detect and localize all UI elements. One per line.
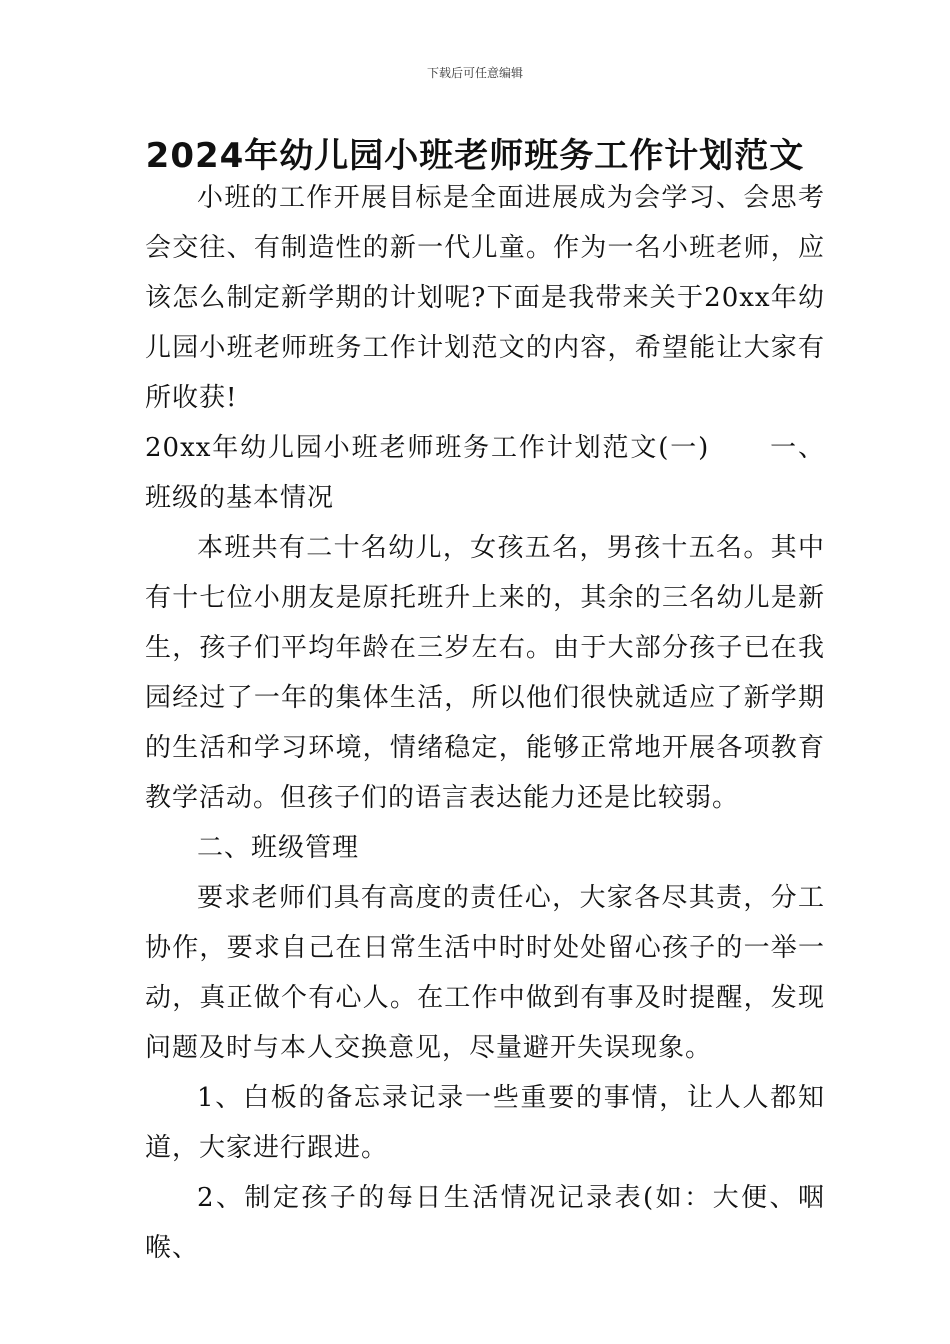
subtitle-text: 20xx年幼儿园小班老师班务工作计划范文(一)	[145, 433, 710, 463]
document-title: 2024年幼儿园小班老师班务工作计划范文	[145, 136, 805, 176]
intro-paragraph: 小班的工作开展目标是全面进展成为会学习、会思考会交往、有制造性的新一代儿童。作为一名小班老师，应该怎么制定新学期的计划呢?下面是我带来关于20xx年幼儿园小班老师班务工作计划范文的内容，希望能让大家有所收获!	[145, 183, 825, 413]
header-note: 下载后可任意编辑	[426, 66, 523, 80]
subtitle-line	[145, 423, 825, 523]
list-item-1: 1、白板的备忘录记录一些重要的事情，让人人都知道，大家进行跟进。	[145, 1083, 825, 1163]
section2-paragraph: 要求老师们具有高度的责任心，大家各尽其责，分工协作，要求自己在日常生活中时时处处留心孩子的一举一动，真正做个有心人。在工作中做到有事及时提醒，发现问题及时与本人交换意见，尽量避开失误现象。	[145, 883, 825, 1063]
section2-heading: 二、班级管理	[197, 833, 360, 863]
section1-paragraph: 本班共有二十名幼儿，女孩五名，男孩十五名。其中有十七位小朋友是原托班升上来的，其余的三名幼儿是新生，孩子们平均年龄在三岁左右。由于大部分孩子已在我园经过了一年的集体生活，所以他们很快就适应了新学期的生活和学习环境，情绪稳定，能够正常地开展各项教育教学活动。但孩子们的语言表达能力还是比较弱。	[145, 533, 825, 813]
section1-heading: 一、班级的基本情况	[145, 433, 825, 513]
document-body	[145, 173, 825, 1273]
list-item-2: 2、制定孩子的每日生活情况记录表(如：大便、咽喉、	[145, 1183, 825, 1263]
